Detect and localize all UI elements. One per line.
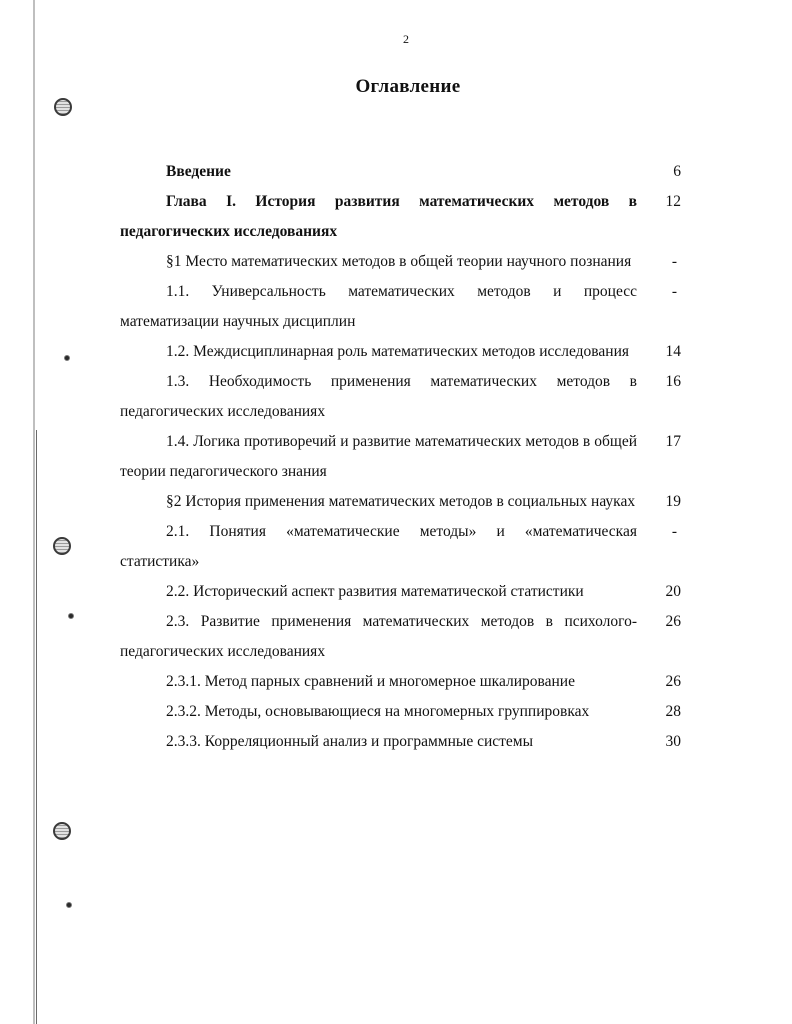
toc-entry — [120, 157, 685, 187]
toc-entry-page: 17 — [665, 433, 681, 450]
punch-hole-icon — [54, 98, 72, 116]
scan-speck-icon — [64, 355, 70, 361]
toc-entry-page: 30 — [665, 733, 681, 750]
toc-entry — [120, 277, 685, 337]
toc-entry-page: 16 — [665, 373, 681, 390]
toc-entry-page: - — [671, 253, 677, 270]
toc-entry-text: Введение — [166, 163, 231, 180]
toc-entry-text: 2.1. Понятия «математические методы» и «математическая статистика» — [120, 523, 637, 570]
toc-entry-text: 1.4. Логика противоречий и развитие математических методов в общей теории педагогического знания — [120, 433, 637, 480]
punch-hole-icon — [53, 537, 71, 555]
toc-entry-page: 26 — [665, 673, 681, 690]
scan-speck-icon — [66, 902, 72, 908]
toc-entry-page: 20 — [665, 583, 681, 600]
toc-entry-page: - — [671, 283, 677, 300]
toc-entry-text: §2 История применения математических методов в социальных науках — [166, 493, 636, 510]
toc-entry — [120, 427, 685, 487]
toc-entry-page: 28 — [665, 703, 681, 720]
scan-binding-shadow — [36, 430, 37, 1024]
toc-entry-page: - — [671, 523, 677, 540]
toc-entry-page: 19 — [665, 493, 681, 510]
toc-entry — [120, 247, 685, 277]
toc-entry-text: 2.3.1. Метод парных сравнений и многомерное шкалирование — [166, 673, 575, 690]
toc-entry-page: 6 — [673, 163, 681, 180]
scan-binding-edge — [33, 0, 35, 1024]
toc-entry-text: 2.3.3. Корреляционный анализ и программные системы — [166, 733, 534, 750]
table-of-contents — [120, 157, 685, 757]
toc-entry — [120, 697, 685, 727]
toc-entry — [120, 487, 685, 517]
toc-entry-page: 14 — [665, 343, 681, 360]
toc-entry-text: 1.3. Необходимость применения математических методов в педагогических исследованиях — [120, 373, 637, 420]
toc-entry — [120, 337, 685, 367]
toc-entry-text: 1.2. Междисциплинарная роль математических методов исследования — [166, 343, 630, 360]
punch-hole-icon — [53, 822, 71, 840]
toc-entry — [120, 607, 685, 667]
toc-entry-page: 26 — [665, 613, 681, 630]
toc-entry — [120, 577, 685, 607]
toc-entry-text: 2.2. Исторический аспект развития математической статистики — [166, 583, 584, 600]
toc-entry — [120, 187, 685, 247]
scan-speck-icon — [68, 613, 74, 619]
toc-entry — [120, 517, 685, 577]
toc-entry-text: 2.3.2. Методы, основывающиеся на многомерных группировках — [166, 703, 590, 720]
toc-entry-text: §1 Место математических методов в общей теории научного познания — [166, 253, 632, 270]
toc-entry — [120, 367, 685, 427]
toc-entry-text: Глава I. История развития математических методов в педагогических исследованиях — [120, 193, 637, 240]
toc-entry-text: 2.3. Развитие применения математических методов в психолого-педагогических исследованиях — [120, 613, 637, 660]
page-number: 2 — [403, 32, 409, 46]
page-title: Оглавление — [355, 76, 461, 97]
toc-entry — [120, 667, 685, 697]
toc-entry-page: 12 — [665, 193, 681, 210]
toc-entry-text: 1.1. Универсальность математических методов и процесс математизации научных дисциплин — [120, 283, 637, 330]
toc-entry — [120, 727, 685, 757]
